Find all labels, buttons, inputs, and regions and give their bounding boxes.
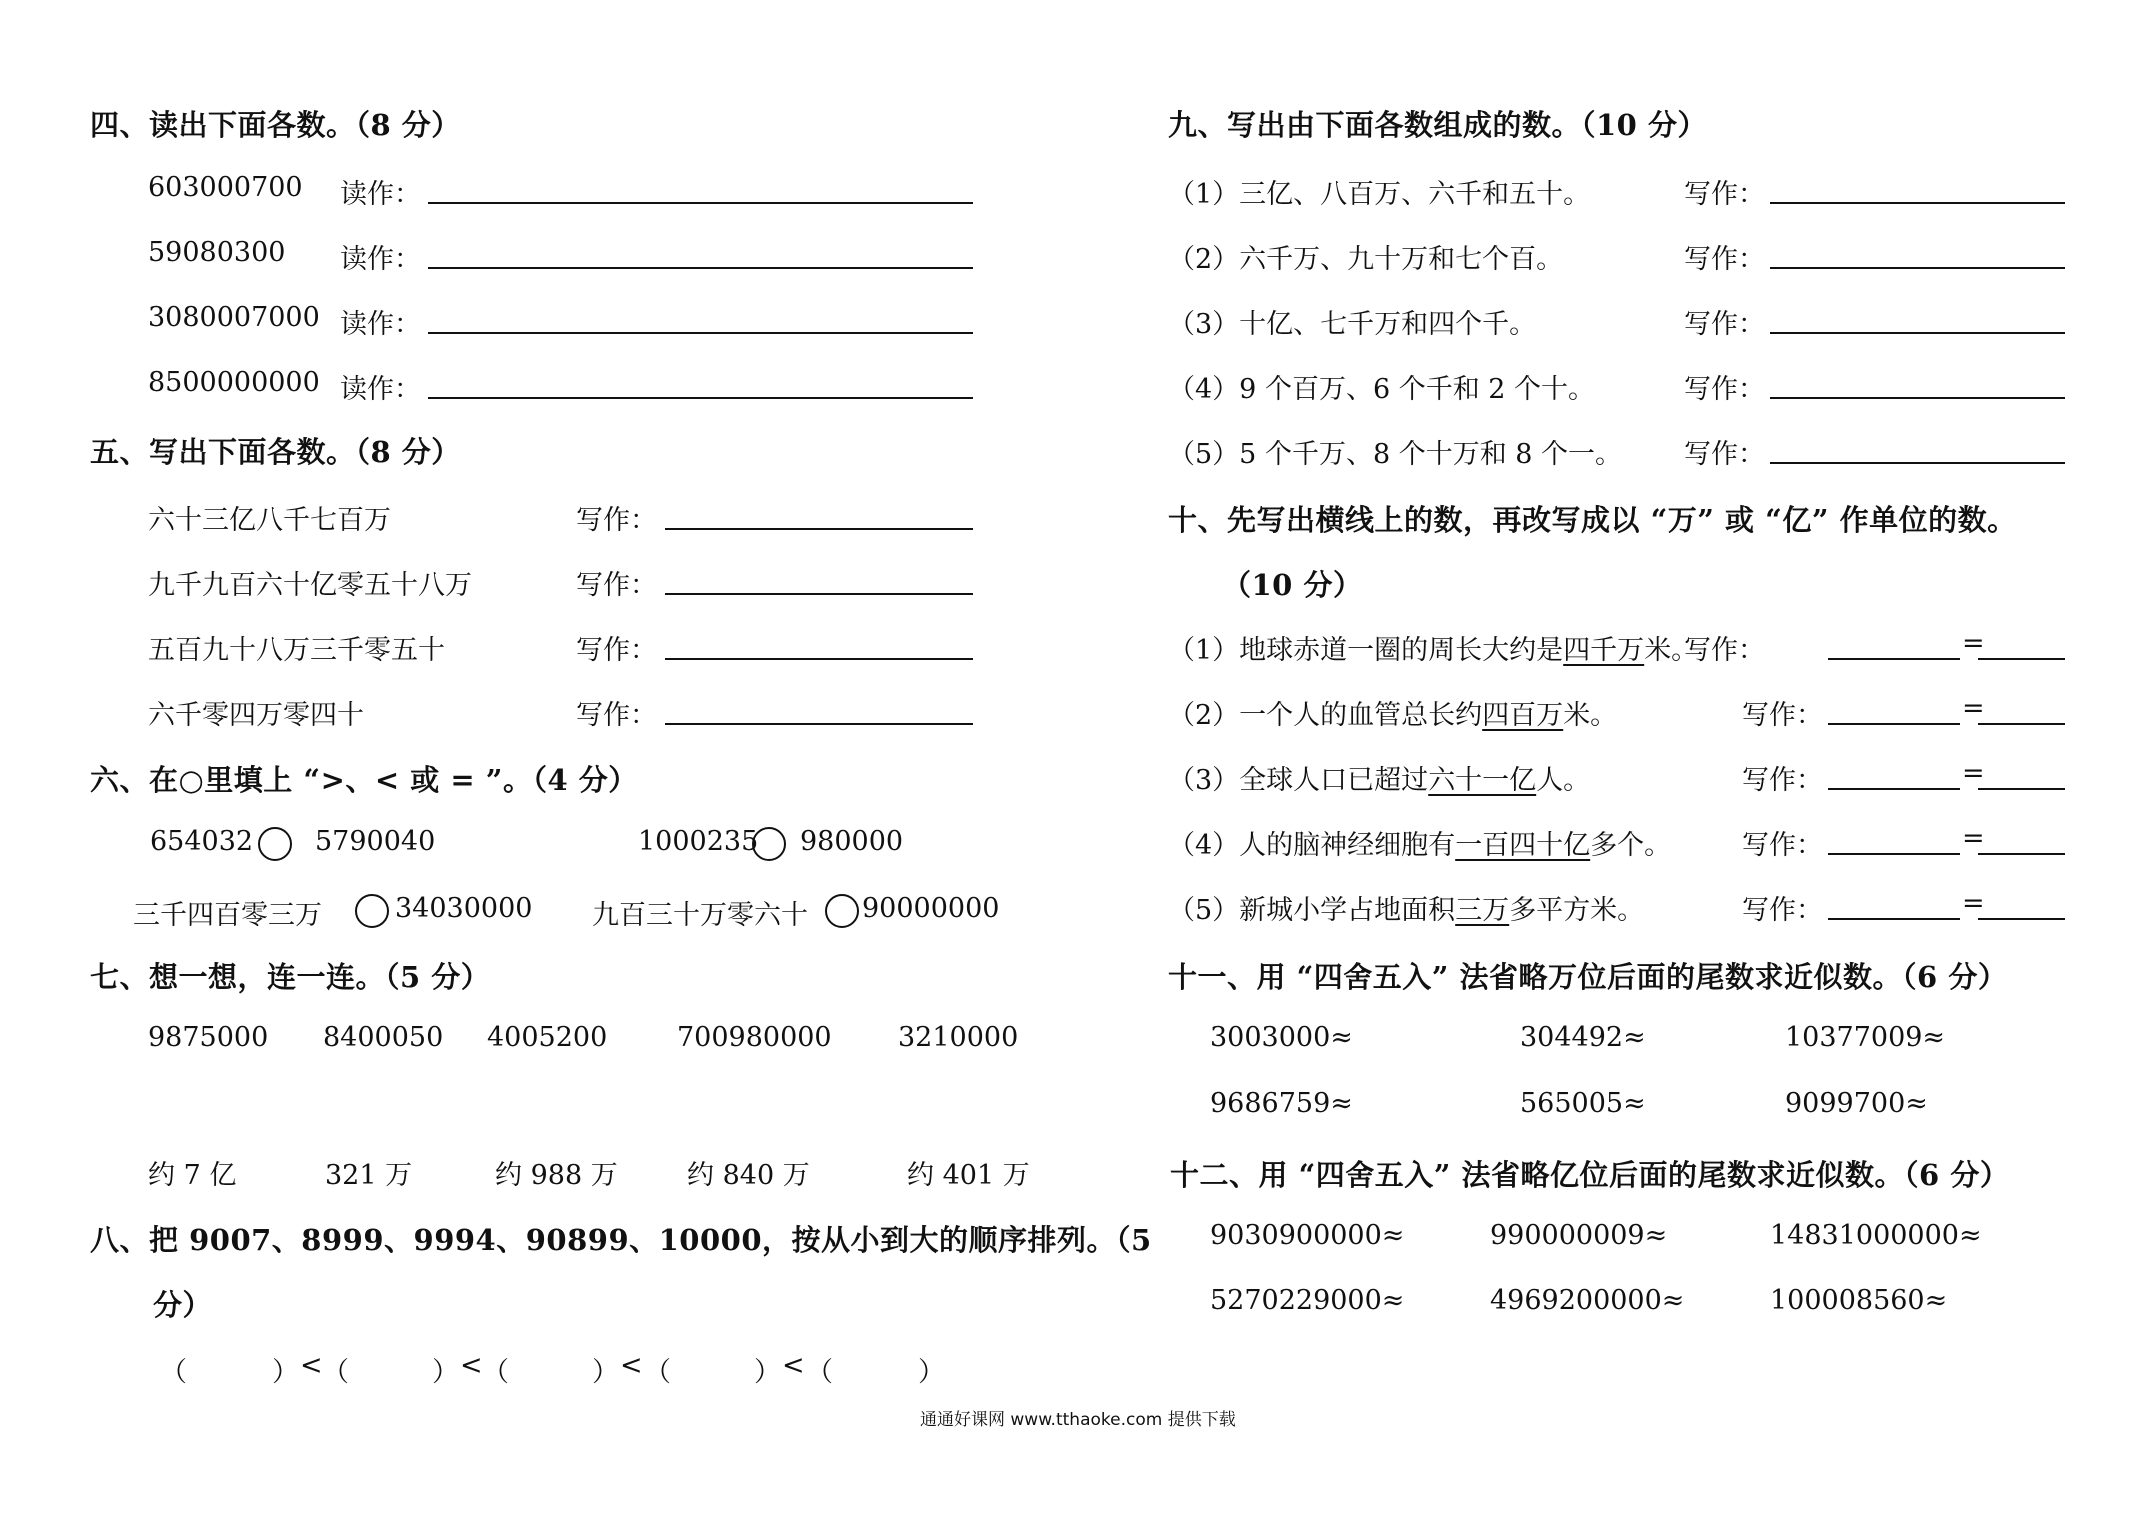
convert-blank-number-3[interactable] [1828, 788, 1960, 790]
order-paren-close-5: ） [918, 1357, 945, 1388]
convert-item-4 [1168, 823, 1671, 862]
match-number-2[interactable]: 8400050 [323, 1022, 444, 1053]
write-words-2: 九千九百六十亿零五十八万 [148, 570, 472, 601]
section-6-title: 六、在○里填上 “>、< 或 = ”。（4 分） [90, 763, 638, 797]
order-paren-open-1: （ [160, 1357, 187, 1388]
read-answer-blank-1[interactable] [428, 202, 973, 204]
compose-label-3: 写作： [1684, 309, 1765, 340]
compare-right-2: 980000 [800, 826, 904, 857]
write-label-1: 写作： [576, 505, 657, 536]
convert-item-5-pre: （5）新城小学占地面积 [1168, 895, 1456, 926]
compose-item-5: （5）5 个千万、8 个十万和 8 个一。 [1168, 439, 1623, 470]
compare-circle-3[interactable] [355, 894, 389, 928]
write-answer-blank-2[interactable] [665, 593, 973, 595]
convert-eq-1: = [1962, 628, 1985, 659]
section-4-title: 四、读出下面各数。（8 分） [90, 108, 461, 142]
approx-wan-4: 9686759≈ [1210, 1088, 1353, 1119]
convert-item-1-post: 米。 [1644, 635, 1699, 666]
compose-label-2: 写作： [1684, 244, 1765, 275]
convert-item-4-underlined: 一百四十亿 [1455, 830, 1591, 861]
convert-item-3-pre: （3）全球人口已超过 [1168, 765, 1429, 796]
compose-item-3: （3）十亿、七千万和四个千。 [1168, 309, 1537, 340]
write-words-1: 六十三亿八千七百万 [148, 505, 391, 536]
match-number-3[interactable]: 4005200 [487, 1022, 608, 1053]
compare-left-1: 654032 [150, 826, 254, 857]
match-approx-5[interactable]: 约 401 万 [907, 1160, 1030, 1191]
compose-label-1: 写作： [1684, 179, 1765, 210]
compare-left-4: 九百三十万零六十 [592, 900, 808, 931]
order-paren-open-4: （ [644, 1357, 671, 1388]
approx-yi-4: 5270229000≈ [1210, 1285, 1405, 1316]
section-10-title-cont: （10 分） [1222, 568, 1363, 602]
compare-right-1: 5790040 [315, 826, 436, 857]
convert-blank-number-1[interactable] [1828, 658, 1960, 660]
order-paren-open-5: （ [806, 1357, 833, 1388]
convert-item-2-post: 米。 [1563, 700, 1618, 731]
read-label-1: 读作： [340, 179, 421, 210]
read-number-4: 8500000000 [148, 367, 320, 398]
convert-blank-unit-4[interactable] [1978, 853, 2065, 855]
convert-blank-unit-2[interactable] [1978, 723, 2065, 725]
write-words-4: 六千零四万零四十 [148, 700, 364, 731]
approx-yi-1: 9030900000≈ [1210, 1220, 1405, 1251]
convert-blank-unit-3[interactable] [1978, 788, 2065, 790]
section-11-title: 十一、用 “四舍五入” 法省略万位后面的尾数求近似数。（6 分） [1168, 960, 2008, 994]
convert-item-5 [1168, 888, 1644, 927]
read-label-2: 读作： [340, 244, 421, 275]
order-paren-close-4: ） [754, 1357, 781, 1388]
convert-label-2: 写作： [1742, 700, 1823, 731]
approx-wan-3: 10377009≈ [1785, 1022, 1946, 1053]
convert-blank-number-5[interactable] [1828, 918, 1960, 920]
convert-label-5: 写作： [1742, 895, 1823, 926]
order-lt-1: < [300, 1350, 323, 1381]
read-number-2: 59080300 [148, 237, 286, 268]
compose-answer-blank-3[interactable] [1770, 332, 2065, 334]
read-answer-blank-3[interactable] [428, 332, 973, 334]
read-number-3: 3080007000 [148, 302, 320, 333]
compose-answer-blank-5[interactable] [1770, 462, 2065, 464]
approx-wan-2: 304492≈ [1520, 1022, 1646, 1053]
read-answer-blank-2[interactable] [428, 267, 973, 269]
section-12-title: 十二、用 “四舍五入” 法省略亿位后面的尾数求近似数。（6 分） [1170, 1158, 2010, 1192]
section-5-title: 五、写出下面各数。（8 分） [90, 435, 461, 469]
write-words-3: 五百九十八万三千零五十 [148, 635, 445, 666]
read-label-3: 读作： [340, 309, 421, 340]
section-7-title: 七、想一想，连一连。（5 分） [90, 960, 491, 994]
order-paren-open-2: （ [322, 1357, 349, 1388]
compose-answer-blank-2[interactable] [1770, 267, 2065, 269]
compare-left-3: 三千四百零三万 [133, 900, 322, 931]
compare-right-3: 34030000 [395, 893, 533, 924]
write-answer-blank-1[interactable] [665, 528, 973, 530]
match-approx-4[interactable]: 约 840 万 [687, 1160, 810, 1191]
convert-item-3 [1168, 758, 1590, 797]
convert-item-3-underlined: 六十一亿 [1428, 765, 1537, 796]
convert-item-4-pre: （4）人的脑神经细胞有 [1168, 830, 1456, 861]
order-paren-open-3: （ [482, 1357, 509, 1388]
approx-wan-6: 9099700≈ [1785, 1088, 1928, 1119]
match-number-5[interactable]: 3210000 [898, 1022, 1019, 1053]
compose-label-4: 写作： [1684, 374, 1765, 405]
convert-eq-5: = [1962, 888, 1985, 919]
match-approx-2[interactable]: 321 万 [325, 1160, 413, 1191]
write-label-3: 写作： [576, 635, 657, 666]
order-lt-3: < [620, 1350, 643, 1381]
compose-answer-blank-1[interactable] [1770, 202, 2065, 204]
convert-eq-3: = [1962, 758, 1985, 789]
approx-wan-1: 3003000≈ [1210, 1022, 1353, 1053]
match-approx-1[interactable]: 约 7 亿 [148, 1160, 237, 1191]
section-8-title: 八、把 9007、8999、9994、90899、10000，按从小到大的顺序排列。（5 [90, 1223, 1152, 1257]
convert-item-5-post: 多平方米。 [1509, 895, 1645, 926]
convert-eq-4: = [1962, 823, 1985, 854]
convert-item-4-post: 多个。 [1590, 830, 1672, 861]
section-9-title: 九、写出由下面各数组成的数。（10 分） [1168, 108, 1707, 142]
convert-item-2-pre: （2）一个人的血管总长约 [1168, 700, 1483, 731]
compose-item-2: （2）六千万、九十万和七个百。 [1168, 244, 1564, 275]
read-answer-blank-4[interactable] [428, 397, 973, 399]
approx-yi-5: 4969200000≈ [1490, 1285, 1685, 1316]
convert-item-5-underlined: 三万 [1455, 895, 1510, 926]
footer-source: 通通好课网 www.tthaoke.com 提供下载 [920, 1410, 1236, 1430]
approx-yi-6: 100008560≈ [1770, 1285, 1948, 1316]
compose-label-5: 写作： [1684, 439, 1765, 470]
compare-circle-2[interactable] [752, 827, 786, 861]
match-number-4[interactable]: 700980000 [677, 1022, 832, 1053]
order-paren-close-2: ） [432, 1357, 459, 1388]
compose-answer-blank-4[interactable] [1770, 397, 2065, 399]
convert-blank-number-2[interactable] [1828, 723, 1960, 725]
compare-circle-1[interactable] [258, 827, 292, 861]
compare-circle-4[interactable] [825, 894, 859, 928]
read-label-4: 读作： [340, 374, 421, 405]
write-answer-blank-3[interactable] [665, 658, 973, 660]
write-label-4: 写作： [576, 700, 657, 731]
convert-blank-number-4[interactable] [1828, 853, 1960, 855]
convert-eq-2: = [1962, 693, 1985, 724]
convert-blank-unit-5[interactable] [1978, 918, 2065, 920]
convert-item-2-underlined: 四百万 [1482, 700, 1564, 731]
approx-yi-3: 14831000000≈ [1770, 1220, 1982, 1251]
section-10-title: 十、先写出横线上的数，再改写成以 “万” 或 “亿” 作单位的数。 [1168, 503, 2017, 537]
read-number-1: 603000700 [148, 172, 303, 203]
compose-item-1: （1）三亿、八百万、六千和五十。 [1168, 179, 1591, 210]
convert-label-3: 写作： [1742, 765, 1823, 796]
order-paren-close-1: ） [272, 1357, 299, 1388]
order-lt-2: < [460, 1350, 483, 1381]
order-lt-4: < [782, 1350, 805, 1381]
section-8-title-cont: 分） [153, 1288, 213, 1322]
convert-item-2 [1168, 693, 1617, 732]
convert-item-3-post: 人。 [1536, 765, 1591, 796]
convert-item-1 [1168, 628, 1698, 667]
compare-left-2: 1000235 [638, 826, 759, 857]
match-number-1[interactable]: 9875000 [148, 1022, 269, 1053]
convert-label-1: 写作： [1684, 635, 1765, 666]
compare-right-4: 90000000 [862, 893, 1000, 924]
write-label-2: 写作： [576, 570, 657, 601]
approx-wan-5: 565005≈ [1520, 1088, 1646, 1119]
order-paren-close-3: ） [592, 1357, 619, 1388]
convert-item-1-pre: （1）地球赤道一圈的周长大约是 [1168, 635, 1564, 666]
approx-yi-2: 990000009≈ [1490, 1220, 1668, 1251]
convert-item-1-underlined: 四千万 [1563, 635, 1645, 666]
match-approx-3[interactable]: 约 988 万 [495, 1160, 618, 1191]
compose-item-4: （4）9 个百万、6 个千和 2 个十。 [1168, 374, 1596, 405]
write-answer-blank-4[interactable] [665, 723, 973, 725]
convert-blank-unit-1[interactable] [1978, 658, 2065, 660]
convert-label-4: 写作： [1742, 830, 1823, 861]
